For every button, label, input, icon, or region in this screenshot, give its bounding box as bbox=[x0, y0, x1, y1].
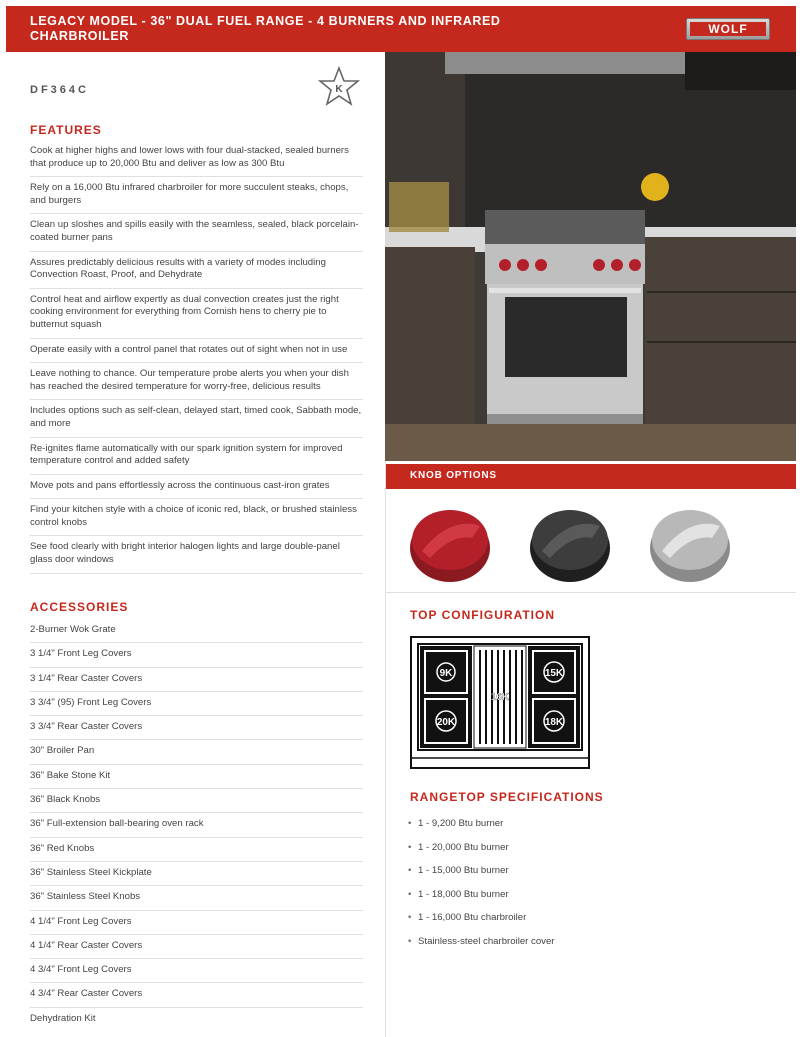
feature-item-text: Operate easily with a control panel that rotates out of sight when not in use bbox=[30, 343, 348, 355]
accessory-item-text: 4 1/4" Rear Caster Covers bbox=[30, 939, 143, 951]
feature-item bbox=[30, 363, 363, 400]
top-configuration-title: TOP CONFIGURATION bbox=[410, 608, 556, 622]
accessory-item-text: 4 3/4" Front Leg Covers bbox=[30, 964, 132, 976]
model-number: DF364C bbox=[30, 84, 89, 96]
feature-item bbox=[30, 177, 363, 214]
feature-item bbox=[30, 475, 363, 500]
feature-item-text: Clean up sloshes and spills easily with the seamless, sealed, black porcelain-coated burner pans bbox=[30, 219, 359, 243]
burner-label-front-left: 20K bbox=[436, 717, 456, 728]
black-knob-icon bbox=[530, 510, 610, 582]
accessory-item-text: Dehydration Kit bbox=[30, 1012, 96, 1024]
accessory-item bbox=[30, 838, 363, 862]
accessory-item-text: 3 3/4" Rear Caster Covers bbox=[30, 721, 143, 733]
accessory-item-text: 36" Black Knobs bbox=[30, 794, 101, 806]
accessory-item bbox=[30, 765, 363, 789]
feature-item-text: Includes options such as self-clean, delayed start, timed cook, Sabbath mode, and more bbox=[30, 405, 362, 429]
feature-item-text: Assures predictably delicious results with a variety of modes including Convection Roast, Proof, and Dehydrate bbox=[30, 256, 326, 281]
feature-item bbox=[30, 400, 363, 437]
feature-item bbox=[30, 289, 363, 339]
accessory-item bbox=[30, 886, 363, 910]
bullet-icon: • bbox=[408, 818, 412, 829]
bullet-icon: • bbox=[408, 912, 412, 923]
stainless-knob-icon bbox=[650, 510, 730, 582]
feature-item-text: Rely on a 16,000 Btu infrared charbroiler for more succulent steaks, chops, and burgers bbox=[30, 182, 349, 206]
accessory-item bbox=[30, 911, 363, 935]
section-separator bbox=[386, 592, 796, 593]
feature-item-text: Leave nothing to chance. Our temperature probe alerts you when your dish has reached the desired temperature for worry-free, delicious results bbox=[30, 368, 349, 392]
burner-label-rear-left: 9K bbox=[439, 668, 453, 679]
feature-item bbox=[30, 140, 363, 177]
knob-options-row bbox=[400, 496, 790, 586]
feature-item-text: Control heat and airflow expertly as dual convection creates just the right cooking environment for everything from Cornish hens to cherry pie to butternut squash bbox=[30, 293, 339, 330]
features-list bbox=[30, 140, 363, 574]
accessory-item-text: 36" Stainless Steel Knobs bbox=[30, 891, 141, 903]
feature-item-text: Re-ignites flame automatically with our spark ignition system for improved temperature control and added safety bbox=[30, 442, 343, 467]
accessory-item bbox=[30, 935, 363, 959]
star-k-icon bbox=[318, 66, 360, 108]
bullet-icon: • bbox=[408, 841, 412, 853]
knob-options-title: KNOB OPTIONS bbox=[410, 470, 497, 481]
knob-options-bar bbox=[386, 464, 796, 489]
bullet-icon: • bbox=[408, 888, 412, 900]
accessory-item bbox=[30, 983, 363, 1007]
feature-item bbox=[30, 252, 363, 289]
burner-label-rear-right: 15K bbox=[544, 668, 564, 679]
bullet-icon: • bbox=[408, 935, 412, 947]
star-k-letter: K bbox=[335, 84, 343, 95]
accessory-item bbox=[30, 668, 363, 692]
spec-item-text: 1 - 16,000 Btu charbroiler bbox=[418, 912, 527, 923]
accessory-item bbox=[30, 692, 363, 716]
feature-item bbox=[30, 438, 363, 475]
spec-item-text: Stainless-steel charbroiler cover bbox=[418, 935, 555, 947]
rangetop-specs-list bbox=[408, 817, 768, 958]
spec-item bbox=[408, 817, 768, 841]
bullet-icon: • bbox=[408, 865, 412, 876]
accessory-item bbox=[30, 716, 363, 740]
feature-item bbox=[30, 339, 363, 364]
accessory-item-text: 36" Full-extension ball-bearing oven rack bbox=[30, 818, 204, 830]
spec-item bbox=[408, 935, 768, 959]
accessory-item bbox=[30, 862, 363, 886]
spec-item bbox=[408, 888, 768, 912]
accessory-item-text: 36" Red Knobs bbox=[30, 842, 95, 854]
spec-item-text: 1 - 20,000 Btu burner bbox=[418, 841, 509, 853]
accessory-item bbox=[30, 619, 363, 643]
accessory-item-text: 36" Bake Stone Kit bbox=[30, 769, 111, 781]
feature-item-text: See food clearly with bright interior halogen lights and large double-panel glass door windows bbox=[30, 541, 340, 566]
product-photo bbox=[385, 52, 796, 461]
top-configuration-diagram bbox=[410, 636, 590, 771]
feature-item bbox=[30, 536, 363, 573]
features-title: FEATURES bbox=[30, 123, 102, 137]
accessory-item bbox=[30, 740, 363, 764]
accessories-title: ACCESSORIES bbox=[30, 600, 129, 614]
accessory-item-text: 36" Stainless Steel Kickplate bbox=[30, 866, 152, 878]
accessory-item-text: 2-Burner Wok Grate bbox=[30, 624, 116, 635]
spec-item-text: 1 - 9,200 Btu burner bbox=[418, 818, 504, 829]
accessory-item bbox=[30, 789, 363, 813]
spec-item-text: 1 - 18,000 Btu burner bbox=[418, 888, 509, 900]
wolf-logo bbox=[686, 18, 770, 40]
accessory-item-text: 30" Broiler Pan bbox=[30, 745, 95, 757]
accessory-item-text: 4 3/4" Rear Caster Covers bbox=[30, 988, 143, 1000]
accessory-item bbox=[30, 1008, 363, 1032]
accessory-item-text: 3 1/4" Rear Caster Covers bbox=[30, 672, 143, 684]
spec-item bbox=[408, 864, 768, 888]
page-header bbox=[6, 6, 796, 52]
feature-item bbox=[30, 214, 363, 251]
feature-item-text: Move pots and pans effortlessly across the continuous cast-iron grates bbox=[30, 479, 330, 491]
accessory-item-text: 3 3/4" (95) Front Leg Covers bbox=[30, 696, 152, 708]
burner-label-front-right: 18K bbox=[544, 717, 564, 728]
accessory-item-text: 3 1/4" Front Leg Covers bbox=[30, 648, 132, 660]
charbroiler-label: 16K bbox=[490, 692, 510, 703]
feature-item bbox=[30, 499, 363, 536]
feature-item-text: Cook at higher highs and lower lows with four dual-stacked, sealed burners that produce up to 20,000 Btu and deliver as low as 300 Btu bbox=[30, 145, 349, 169]
accessory-item bbox=[30, 643, 363, 667]
spec-item bbox=[408, 841, 768, 865]
accessory-item bbox=[30, 959, 363, 983]
accessory-item-text: 4 1/4" Front Leg Covers bbox=[30, 915, 132, 927]
rangetop-specs-title: RANGETOP SPECIFICATIONS bbox=[410, 790, 604, 804]
accessory-item bbox=[30, 813, 363, 837]
page-title: LEGACY MODEL - 36" DUAL FUEL RANGE - 4 BURNERS AND INFRARED CHARBROILER bbox=[30, 14, 501, 43]
spec-item-text: 1 - 15,000 Btu burner bbox=[418, 865, 509, 876]
accessories-list bbox=[30, 619, 363, 1032]
feature-item-text: Find your kitchen style with a choice of iconic red, black, or brushed stainless control knobs bbox=[30, 504, 357, 528]
red-knob-icon bbox=[410, 510, 490, 582]
logo-text: WOLF bbox=[690, 22, 766, 36]
spec-item bbox=[408, 911, 768, 935]
